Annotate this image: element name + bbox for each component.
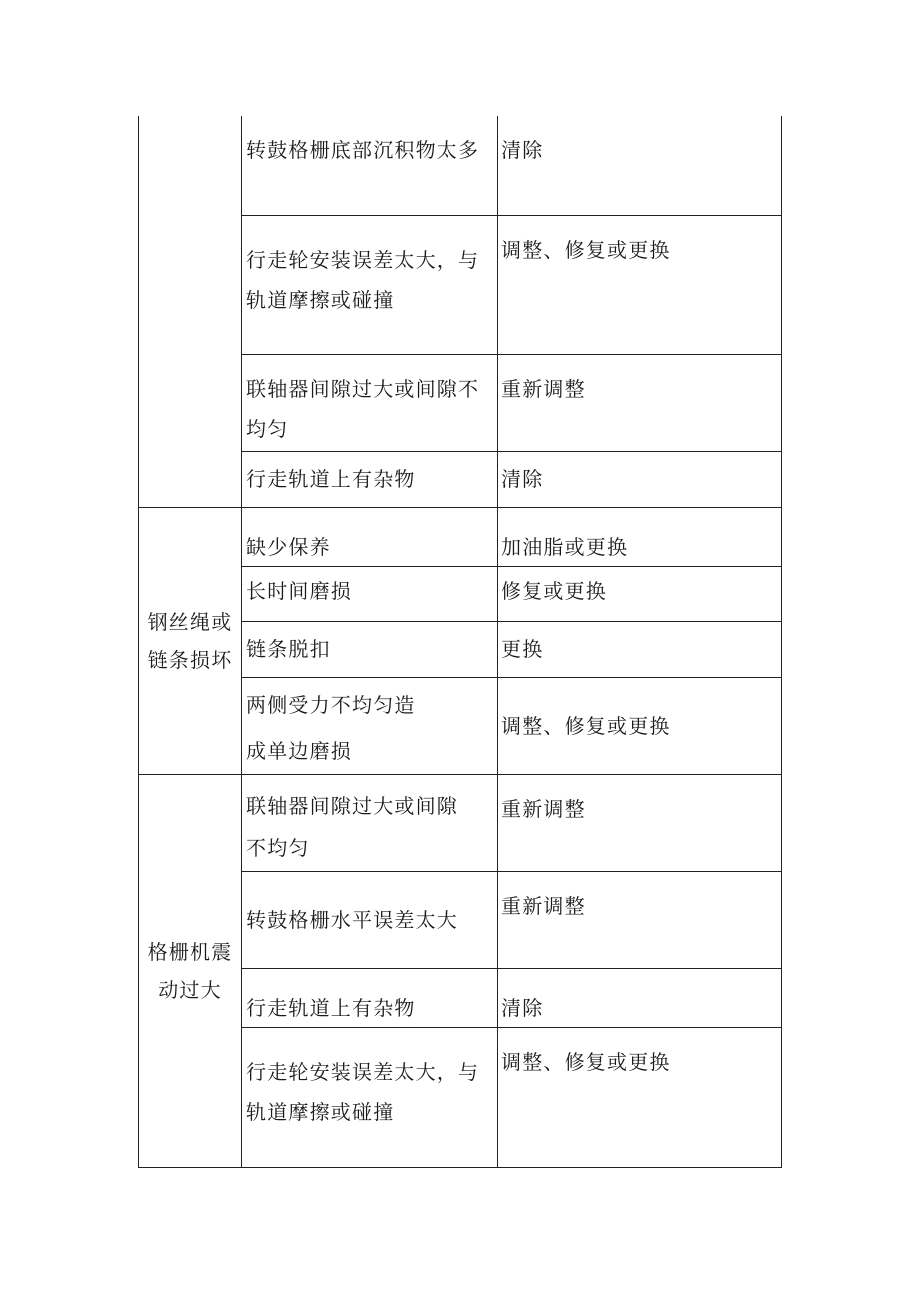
cause-text: 行走轮安装误差太大，与轨道摩擦或碰撞 [246, 247, 480, 312]
cause-cell [242, 968, 498, 1027]
table-row [139, 116, 782, 215]
cause-text: 行走轨道上有杂物 [246, 467, 416, 491]
cause-text-line1: 联轴器间隙过大或间隙 [246, 793, 458, 818]
remedy-cell: 清除 [498, 968, 782, 1027]
fault-cell: 钢丝绳或链条损坏 [139, 507, 242, 774]
cause-cell [242, 677, 498, 774]
cause-text-line1: 两侧受力不均匀造 [246, 692, 416, 717]
table-row [139, 507, 782, 566]
remedy-cell: 调整、修复或更换 [498, 215, 782, 354]
cause-cell [242, 774, 498, 871]
remedy-cell: 修复或更换 [498, 566, 782, 621]
remedy-cell: 清除 [498, 116, 782, 215]
cause-cell [242, 507, 498, 566]
cause-cell [242, 215, 498, 354]
fault-cell-continued [139, 116, 242, 507]
cause-cell [242, 354, 498, 451]
remedy-cell: 重新调整 [498, 354, 782, 451]
cause-text-line2: 成单边磨损 [246, 738, 352, 763]
table-row [139, 774, 782, 871]
remedy-cell: 更换 [498, 621, 782, 677]
cause-text: 联轴器间隙过大或间隙不均匀 [246, 376, 480, 441]
fault-remedy-table [138, 116, 782, 1168]
remedy-cell: 清除 [498, 451, 782, 507]
cause-text: 行走轮安装误差太大，与轨道摩擦或碰撞 [246, 1059, 480, 1124]
remedy-cell: 调整、修复或更换 [498, 1027, 782, 1167]
cause-text: 长时间磨损 [246, 578, 352, 603]
cause-cell [242, 116, 498, 215]
cause-text: 行走轨道上有杂物 [246, 995, 416, 1020]
cause-cell [242, 621, 498, 677]
cause-cell [242, 1027, 498, 1167]
remedy-cell: 重新调整 [498, 774, 782, 871]
cause-cell [242, 871, 498, 968]
cause-text-line2: 不均匀 [246, 835, 310, 860]
cause-text: 链条脱扣 [246, 637, 331, 661]
cause-cell [242, 451, 498, 507]
cause-text: 转鼓格栅水平误差太大 [246, 907, 458, 932]
fault-cell: 格栅机震动过大 [139, 774, 242, 1167]
remedy-cell: 加油脂或更换 [498, 507, 782, 566]
remedy-cell: 重新调整 [498, 871, 782, 968]
cause-cell [242, 566, 498, 621]
cause-text: 转鼓格栅底部沉积物太多 [246, 138, 480, 162]
remedy-cell: 调整、修复或更换 [498, 677, 782, 774]
cause-text: 缺少保养 [246, 534, 331, 559]
